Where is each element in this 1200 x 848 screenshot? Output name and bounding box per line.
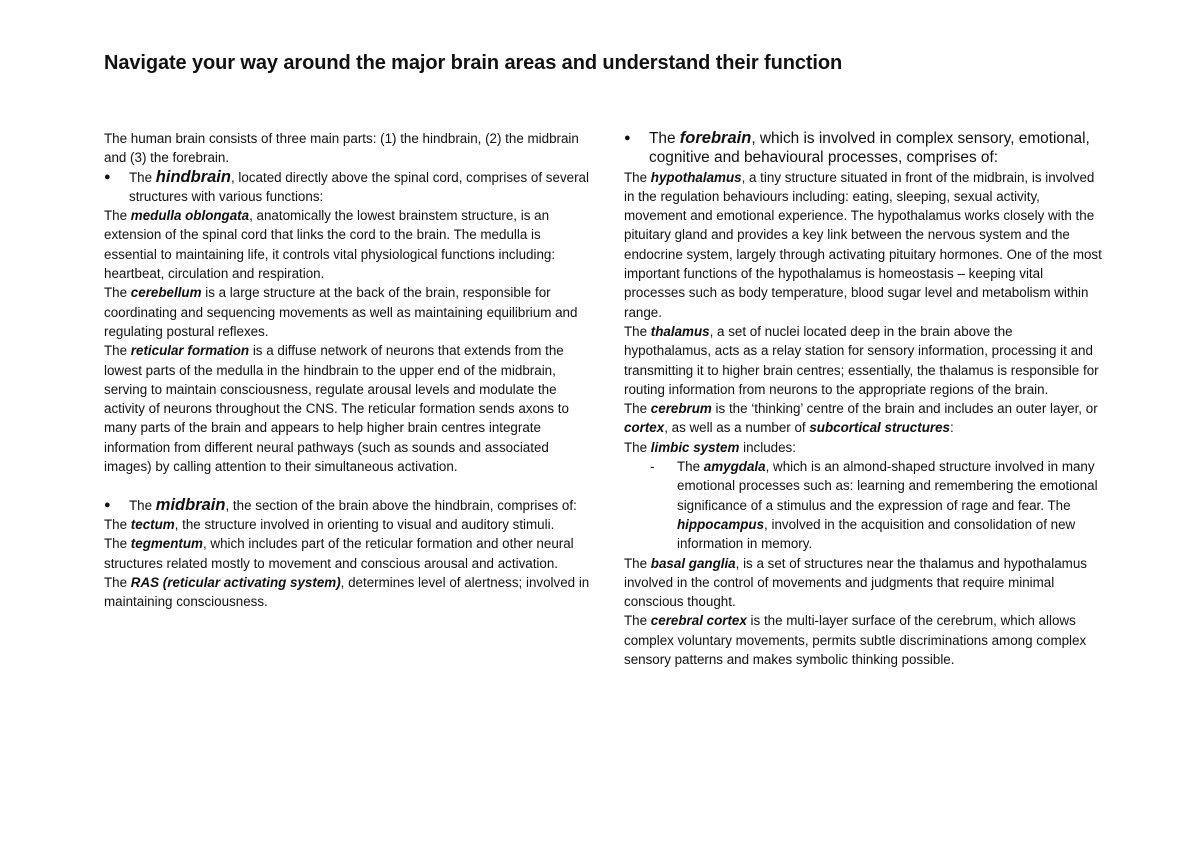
medulla-term: medulla oblongata: [130, 208, 250, 224]
right-column: [624, 129, 1102, 669]
basal-ganglia-paragraph: The basal ganglia, is a set of structures near the thalamus and hypothalamus involved in the control of movements and judgments that require minimal conscious thought.: [624, 555, 1087, 610]
tegmentum-paragraph: The tegmentum, which includes part of the reticular formation and other neural structures related mostly to movement and conscious arousal and activation.: [104, 536, 574, 571]
ras-term: RAS (reticular activating system): [130, 574, 341, 590]
limbic-term: limbic system: [650, 439, 740, 455]
tectum-paragraph: The tectum, the structure involved in orienting to visual and auditory stimuli.: [104, 516, 555, 532]
hypothalamus-paragraph: The hypothalamus, a tiny structure situated in front of the midbrain, is involved in the regulation behaviours including: eating, sleeping, sexual activity, movement and emotional experience. The hypothalamus works closely with the pituitary gland and provides a key link between the nervous system and the endocrine system, largely through activating pituitary hormones. One of the most important functions of the hypothalamus is homeostasis – keeping vital processes such as body temperature, blood sugar level and metabolism within range.: [624, 169, 1102, 320]
forebrain-bullet: ● The forebrain, which is involved in complex sensory, emotional, cognitive and behavioural processes, comprises of:: [624, 129, 1090, 167]
midbrain-bullet: ● The midbrain, the section of the brain above the hindbrain, comprises of:: [104, 495, 577, 514]
hindbrain-bullet: ● The hindbrain, located directly above the spinal cord, comprises of several structures with various functions:: [104, 168, 590, 207]
bullet-icon: ●: [104, 170, 111, 183]
left-column: [104, 129, 590, 611]
page-title: Navigate your way around the major brain areas and understand their function: [104, 52, 843, 74]
forebrain-term: forebrain: [679, 129, 752, 147]
cortex-term: cortex: [624, 420, 665, 436]
cerebral-cortex-paragraph: The cerebral cortex is the multi-layer surface of the cerebrum, which allows complex voluntary movements, permits subtle discriminations among complex sensory patterns and makes symbolic thinking possible.: [624, 613, 1087, 668]
cerebellum-term: cerebellum: [130, 285, 202, 301]
basal-ganglia-term: basal ganglia: [650, 555, 736, 571]
hindbrain-term: hindbrain: [155, 167, 231, 186]
thalamus-term: thalamus: [650, 323, 710, 339]
cerebrum-paragraph: The cerebrum is the ‘thinking’ centre of the brain and includes an outer layer, or cortex, as well as a number of subcortical structures:: [624, 401, 1098, 436]
limbic-paragraph: The limbic system includes:: [624, 439, 796, 455]
hypothalamus-term: hypothalamus: [650, 169, 742, 185]
hippocampus-term: hippocampus: [677, 516, 765, 532]
cerebellum-paragraph: The cerebellum is a large structure at the back of the brain, responsible for coordinating and sequencing movements as well as maintaining equilibrium and regulating postural reflexes.: [104, 285, 578, 339]
bullet-icon: ●: [624, 132, 631, 144]
reticular-paragraph: The reticular formation is a diffuse network of neurons that extends from the lowest parts of the medulla in the hindbrain to the upper end of the midbrain, serving to maintain consciousness, regulate arousal levels and modulate the activity of neurons throughout the CNS. The reticular formation sends axons to many parts of the brain and appears to help higher brain centres integrate information from different neural pathways (such as sounds and associated images) by calling attention to their simultaneous activation.: [104, 343, 569, 475]
dash-marker: -: [650, 459, 655, 475]
midbrain-term: midbrain: [155, 495, 226, 514]
amygdala-term: amygdala: [703, 459, 766, 475]
amygdala-list-item: - The amygdala, which is an almond-shaped structure involved in many emotional processes such as: learning and remembering the emotional significance of a stimulus and the expression of rage and fear. The hippocampus, involved in the acquisition and consolidation of new information in memory.: [624, 457, 1102, 553]
tectum-term: tectum: [130, 516, 175, 532]
reticular-term: reticular formation: [130, 343, 250, 359]
thalamus-paragraph: The thalamus, a set of nuclei located deep in the brain above the hypothalamus, acts as a relay station for sensory information, processing it and transmitting it to higher brain centres; essentially, the thalamus is responsible for routing information from neurons to the appropriate regions of the brain.: [624, 323, 1099, 397]
intro-paragraph: The human brain consists of three main parts: (1) the hindbrain, (2) the midbrain and (3) the forebrain.: [104, 131, 579, 166]
cerebral-cortex-term: cerebral cortex: [650, 613, 747, 629]
tegmentum-term: tegmentum: [130, 536, 203, 552]
subcortical-term: subcortical structures: [809, 420, 950, 436]
ras-paragraph: The RAS (reticular activating system), determines level of alertness; involved in maintaining consciousness.: [104, 574, 590, 610]
cerebrum-term: cerebrum: [650, 401, 712, 417]
medulla-paragraph: The medulla oblongata, anatomically the lowest brainstem structure, is an extension of the spinal cord that links the cord to the brain. The medulla is essential to maintaining life, it controls vital physiological functions including: heartbeat, circulation and respiration.: [104, 208, 556, 282]
bullet-icon: ●: [104, 498, 111, 511]
